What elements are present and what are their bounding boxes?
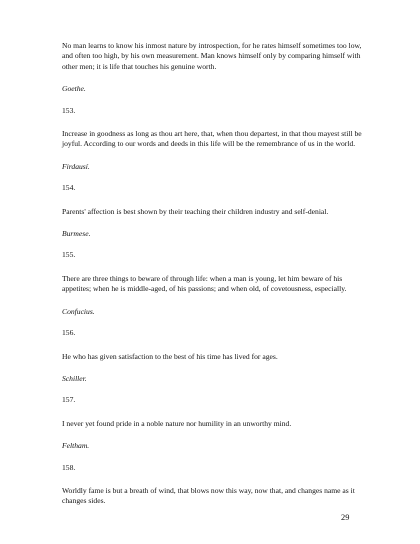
quote-author: Firdausí. [62,161,90,171]
quote-number: 155. [62,250,76,260]
quote-author: Confucius. [62,306,95,316]
quote-text: I never yet found pride in a noble nature nor humility in an unworthy mind. [62,418,292,428]
quote-number: 158. [62,462,76,472]
quote-author: Feltham. [62,441,90,451]
quote-number: 156. [62,328,76,338]
quote-author: Burmese. [62,229,91,239]
quote-number: 154. [62,183,76,193]
quote-author: Schiller. [62,373,87,383]
quote-author: Goethe. [62,84,86,94]
page-number: 29 [341,513,350,522]
quote-text: No man learns to know his inmost nature by introspection, for he rates himself sometimes too low, and often too high, by his own measurement. Man knows himself only by comparing himself with other men; it is life that touches his genuine worth. [62,41,362,71]
quote-text: Parents' affection is best shown by their teaching their children industry and self-denial. [62,206,329,216]
quote-text: He who has given satisfaction to the best of his time has lived for ages. [62,351,278,361]
quote-text: Worldly fame is but a breath of wind, that blows now this way, now that, and changes name as it changes sides. [62,485,355,506]
quote-number: 153. [62,105,76,115]
quote-text: Increase in goodness as long as thou art here, that, when thou departest, in that thou mayest still be joyful. According to our words and deeds in this life will be the remembrance of us in the world. [62,129,362,149]
quote-text: There are three things to beware of through life: when a man is young, let him beware of his appetites; when he is middle-aged, of his passions; and when old, of covetousness, especially. [62,273,347,294]
quote-number: 157. [62,395,76,405]
page-content [62,41,362,519]
